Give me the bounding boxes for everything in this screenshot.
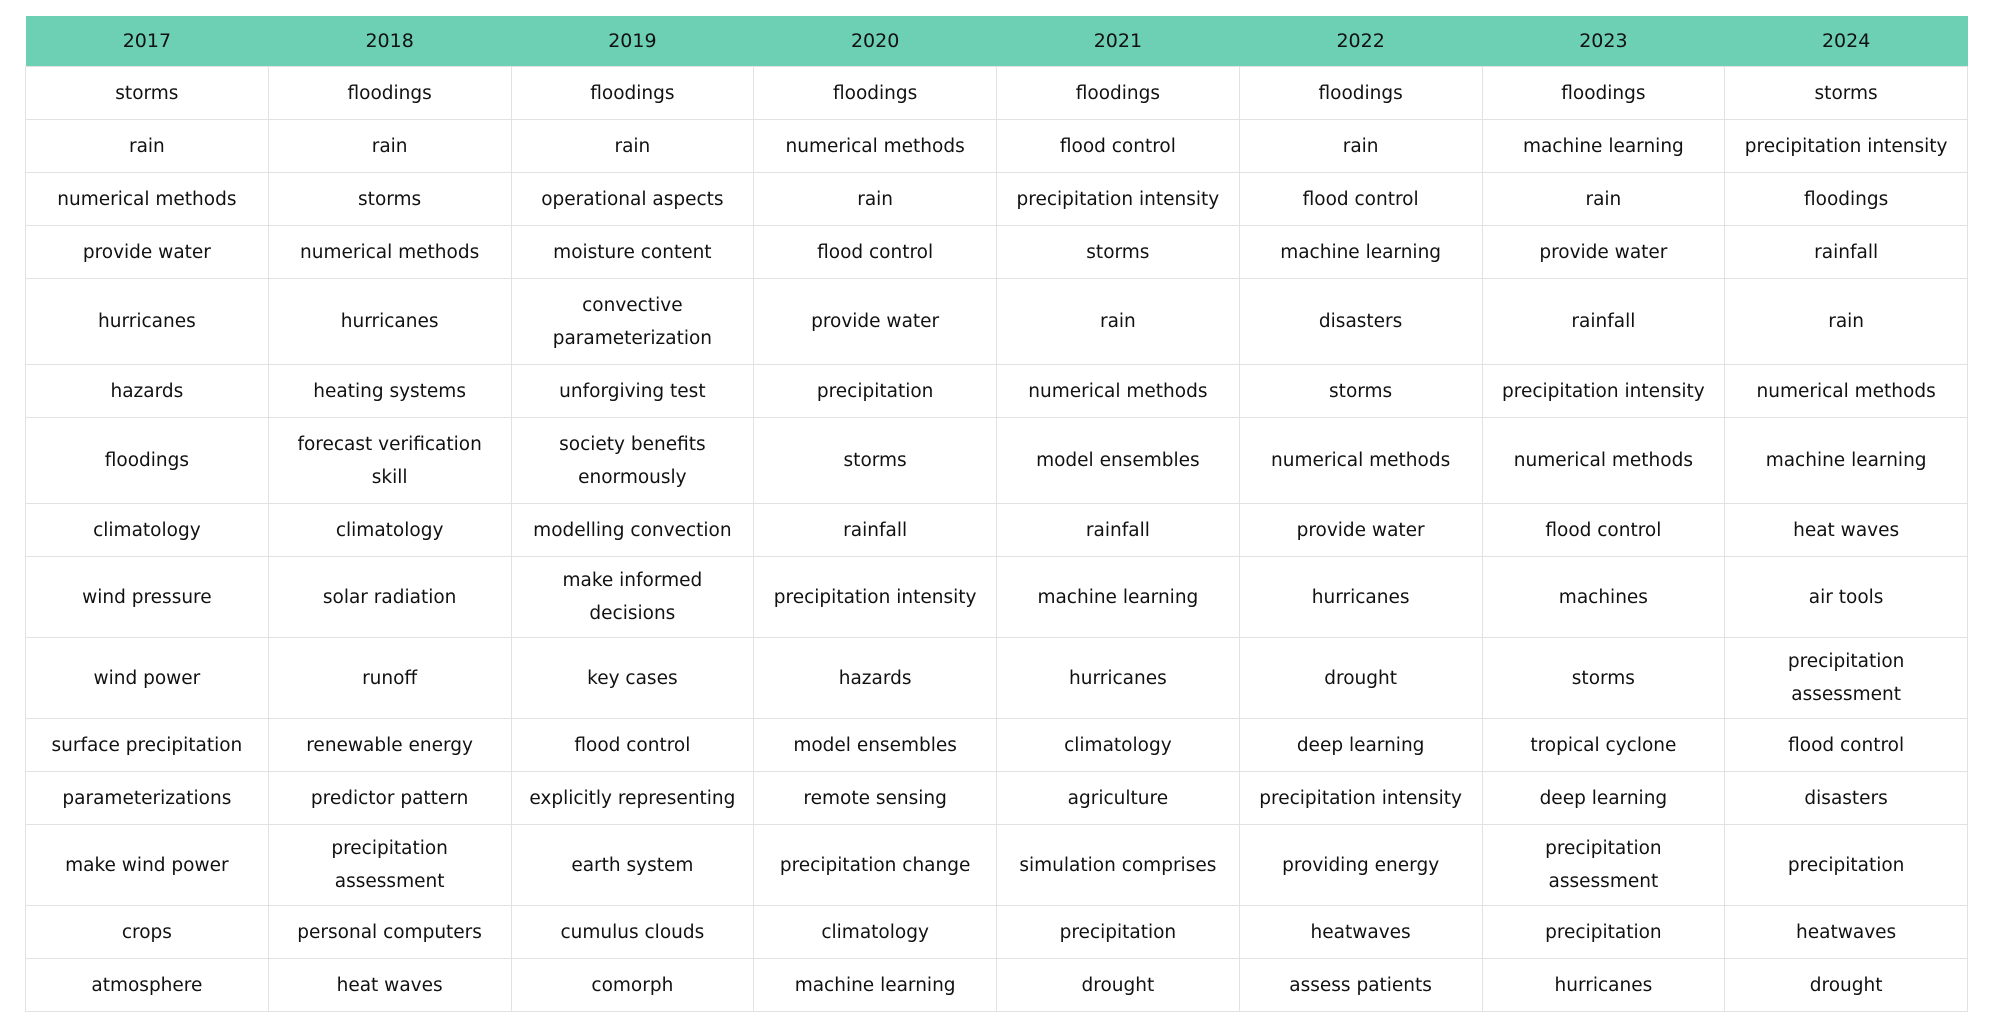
- table-row: [26, 557, 1968, 638]
- keyword-table: [25, 16, 1968, 1012]
- column-header: 2020: [754, 16, 997, 67]
- table-container: [25, 16, 1968, 1012]
- table-cell: explicitly representing: [511, 772, 754, 825]
- table-cell: heating systems: [268, 365, 511, 418]
- table-cell: rain: [754, 173, 997, 226]
- table-cell: precipitation intensity: [754, 557, 997, 638]
- table-row: [26, 418, 1968, 504]
- table-cell: climatology: [26, 504, 269, 557]
- table-row: [26, 279, 1968, 365]
- table-cell: personal computers: [268, 906, 511, 959]
- table-cell: tropical cyclone: [1482, 719, 1725, 772]
- header-row: [26, 16, 1968, 67]
- table-cell: floodings: [997, 67, 1240, 120]
- table-cell: hazards: [26, 365, 269, 418]
- table-cell: crops: [26, 906, 269, 959]
- table-cell: flood control: [754, 226, 997, 279]
- table-cell: wind power: [26, 638, 269, 719]
- table-cell: precipitation: [997, 906, 1240, 959]
- table-cell: disasters: [1239, 279, 1482, 365]
- table-cell: climatology: [754, 906, 997, 959]
- table-cell: precipitation: [1725, 825, 1968, 906]
- table-cell: numerical methods: [754, 120, 997, 173]
- table-cell: storms: [1725, 67, 1968, 120]
- table-cell: wind pressure: [26, 557, 269, 638]
- table-cell: precipitation intensity: [1725, 120, 1968, 173]
- table-row: [26, 825, 1968, 906]
- table-cell: key cases: [511, 638, 754, 719]
- table-cell: flood control: [1482, 504, 1725, 557]
- table-cell: precipitation: [754, 365, 997, 418]
- table-cell: heat waves: [1725, 504, 1968, 557]
- table-cell: provide water: [754, 279, 997, 365]
- table-row: [26, 959, 1968, 1012]
- column-header: 2022: [1239, 16, 1482, 67]
- table-cell: rainfall: [1482, 279, 1725, 365]
- table-cell: simulation comprises: [997, 825, 1240, 906]
- table-cell: numerical methods: [268, 226, 511, 279]
- table-cell: moisture content: [511, 226, 754, 279]
- table-cell: heat waves: [268, 959, 511, 1012]
- table-cell: earth system: [511, 825, 754, 906]
- table-cell: precipitation intensity: [997, 173, 1240, 226]
- table-cell: storms: [997, 226, 1240, 279]
- table-cell: machine learning: [997, 557, 1240, 638]
- table-row: [26, 173, 1968, 226]
- table-cell: floodings: [754, 67, 997, 120]
- table-cell: renewable energy: [268, 719, 511, 772]
- table-cell: hurricanes: [1482, 959, 1725, 1012]
- table-row: [26, 67, 1968, 120]
- table-cell: storms: [1239, 365, 1482, 418]
- table-cell: surface precipitation: [26, 719, 269, 772]
- table-cell: assess patients: [1239, 959, 1482, 1012]
- table-cell: convective parameterization: [511, 279, 754, 365]
- table-cell: provide water: [26, 226, 269, 279]
- table-cell: comorph: [511, 959, 754, 1012]
- table-cell: floodings: [1482, 67, 1725, 120]
- table-cell: flood control: [511, 719, 754, 772]
- table-cell: precipitation assessment: [1482, 825, 1725, 906]
- table-cell: rain: [1239, 120, 1482, 173]
- table-cell: runoff: [268, 638, 511, 719]
- table-cell: storms: [26, 67, 269, 120]
- table-cell: machine learning: [1725, 418, 1968, 504]
- table-cell: drought: [1725, 959, 1968, 1012]
- table-row: [26, 719, 1968, 772]
- table-cell: floodings: [1239, 67, 1482, 120]
- table-cell: storms: [754, 418, 997, 504]
- table-cell: atmosphere: [26, 959, 269, 1012]
- table-cell: model ensembles: [754, 719, 997, 772]
- table-cell: numerical methods: [1482, 418, 1725, 504]
- table-cell: society benefits enormously: [511, 418, 754, 504]
- table-cell: precipitation intensity: [1482, 365, 1725, 418]
- table-cell: flood control: [1725, 719, 1968, 772]
- table-cell: drought: [1239, 638, 1482, 719]
- table-cell: drought: [997, 959, 1240, 1012]
- column-header: 2019: [511, 16, 754, 67]
- table-body: [26, 67, 1968, 1012]
- table-cell: precipitation change: [754, 825, 997, 906]
- table-cell: hurricanes: [26, 279, 269, 365]
- column-header: 2017: [26, 16, 269, 67]
- table-row: [26, 906, 1968, 959]
- column-header: 2018: [268, 16, 511, 67]
- table-cell: rainfall: [754, 504, 997, 557]
- table-cell: floodings: [268, 67, 511, 120]
- table-cell: storms: [1482, 638, 1725, 719]
- table-cell: machine learning: [1239, 226, 1482, 279]
- table-cell: storms: [268, 173, 511, 226]
- table-row: [26, 120, 1968, 173]
- table-row: [26, 772, 1968, 825]
- table-cell: provide water: [1239, 504, 1482, 557]
- table-cell: remote sensing: [754, 772, 997, 825]
- table-cell: cumulus clouds: [511, 906, 754, 959]
- table-cell: floodings: [511, 67, 754, 120]
- table-cell: rain: [511, 120, 754, 173]
- table-cell: numerical methods: [26, 173, 269, 226]
- table-cell: rainfall: [1725, 226, 1968, 279]
- table-cell: heatwaves: [1239, 906, 1482, 959]
- table-cell: rain: [268, 120, 511, 173]
- table-cell: machines: [1482, 557, 1725, 638]
- table-cell: machine learning: [1482, 120, 1725, 173]
- table-row: [26, 638, 1968, 719]
- table-cell: precipitation intensity: [1239, 772, 1482, 825]
- table-cell: operational aspects: [511, 173, 754, 226]
- table-cell: make wind power: [26, 825, 269, 906]
- table-cell: rainfall: [997, 504, 1240, 557]
- table-cell: flood control: [997, 120, 1240, 173]
- table-cell: disasters: [1725, 772, 1968, 825]
- table-cell: hurricanes: [997, 638, 1240, 719]
- table-cell: model ensembles: [997, 418, 1240, 504]
- table-cell: unforgiving test: [511, 365, 754, 418]
- table-cell: providing energy: [1239, 825, 1482, 906]
- table-cell: solar radiation: [268, 557, 511, 638]
- table-cell: numerical methods: [1725, 365, 1968, 418]
- table-cell: deep learning: [1239, 719, 1482, 772]
- table-cell: precipitation: [1482, 906, 1725, 959]
- table-cell: hurricanes: [268, 279, 511, 365]
- table-cell: numerical methods: [1239, 418, 1482, 504]
- table-cell: precipitation assessment: [268, 825, 511, 906]
- column-header: 2024: [1725, 16, 1968, 67]
- table-row: [26, 504, 1968, 557]
- table-cell: air tools: [1725, 557, 1968, 638]
- table-cell: floodings: [1725, 173, 1968, 226]
- table-cell: precipitation assessment: [1725, 638, 1968, 719]
- table-cell: hazards: [754, 638, 997, 719]
- table-cell: machine learning: [754, 959, 997, 1012]
- column-header: 2021: [997, 16, 1240, 67]
- table-cell: parameterizations: [26, 772, 269, 825]
- column-header: 2023: [1482, 16, 1725, 67]
- table-cell: rain: [26, 120, 269, 173]
- table-cell: climatology: [997, 719, 1240, 772]
- table-cell: climatology: [268, 504, 511, 557]
- table-cell: agriculture: [997, 772, 1240, 825]
- table-row: [26, 226, 1968, 279]
- table-cell: modelling convection: [511, 504, 754, 557]
- table-row: [26, 365, 1968, 418]
- table-cell: make informed decisions: [511, 557, 754, 638]
- table-cell: numerical methods: [997, 365, 1240, 418]
- table-cell: rain: [1725, 279, 1968, 365]
- table-cell: flood control: [1239, 173, 1482, 226]
- table-cell: floodings: [26, 418, 269, 504]
- table-cell: provide water: [1482, 226, 1725, 279]
- table-cell: forecast verification skill: [268, 418, 511, 504]
- table-cell: rain: [997, 279, 1240, 365]
- table-cell: predictor pattern: [268, 772, 511, 825]
- table-cell: heatwaves: [1725, 906, 1968, 959]
- table-cell: rain: [1482, 173, 1725, 226]
- table-cell: deep learning: [1482, 772, 1725, 825]
- table-cell: hurricanes: [1239, 557, 1482, 638]
